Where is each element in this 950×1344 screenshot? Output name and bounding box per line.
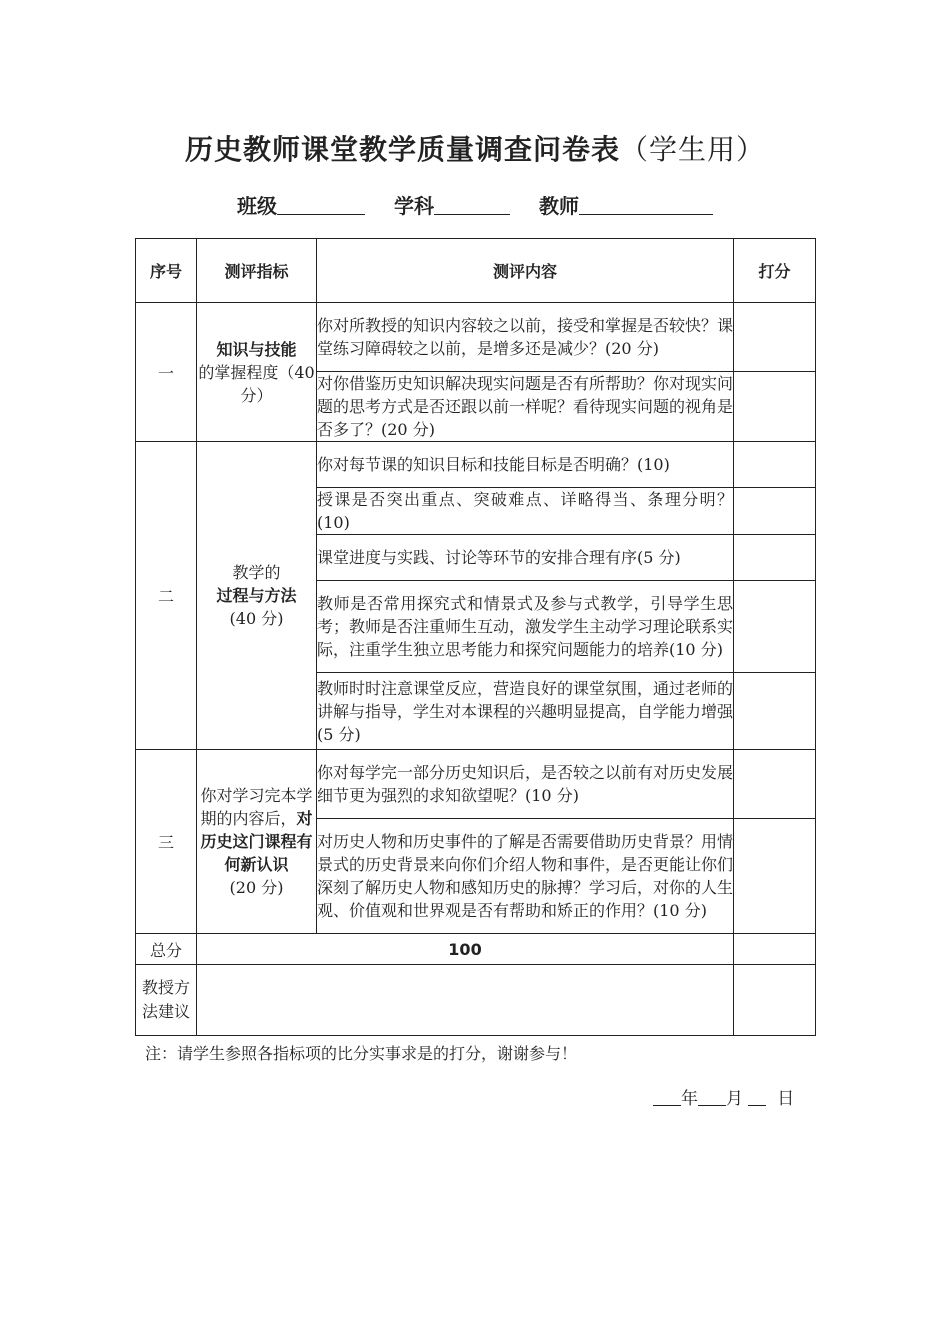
content-item: 授课是否突出重点、突破难点、详略得当、条理分明？(10) xyxy=(317,488,734,535)
section-indicator: 你对学习完本学期的内容后，对历史这门课程有何新认识 (20 分) xyxy=(197,750,317,934)
section-indicator: 教学的 过程与方法 (40 分) xyxy=(197,442,317,750)
day-blank[interactable] xyxy=(748,1089,766,1106)
score-cell[interactable] xyxy=(734,372,816,442)
date-line xyxy=(653,1084,794,1109)
month-label: 月 xyxy=(726,1089,743,1109)
score-cell[interactable] xyxy=(734,750,816,819)
title-text: 历史教师课堂教学质量调查问卷表 xyxy=(184,133,620,166)
year-blank[interactable] xyxy=(653,1089,681,1106)
score-cell[interactable] xyxy=(734,488,816,535)
table-header-row xyxy=(136,239,816,303)
content-item: 教师时时注意课堂反应，营造良好的课堂氛围，通过老师的讲解与指导，学生对本课程的兴趣明显提高，自学能力增强(5 分) xyxy=(317,673,734,750)
score-cell[interactable] xyxy=(734,581,816,673)
total-label: 总分 xyxy=(136,934,197,965)
total-score-cell[interactable] xyxy=(734,934,816,965)
suggestion-label: 教授方法建议 xyxy=(136,965,197,1036)
subject-input[interactable] xyxy=(434,194,510,215)
suggestion-input[interactable] xyxy=(197,965,734,1036)
year-label: 年 xyxy=(681,1089,698,1109)
total-row xyxy=(136,934,816,965)
table-row xyxy=(136,750,816,819)
score-cell[interactable] xyxy=(734,535,816,581)
page-title xyxy=(0,128,950,168)
day-label: 日 xyxy=(777,1089,795,1109)
content-item: 对历史人物和历史事件的了解是否需要借助历史背景？用情景式的历史背景来向你们介绍人物和事件，是否更能让你们深刻了解历史人物和感知历史的脉搏？学习后，对你的人生观、价值观和世界观是否有帮助和矫正的作用？(10 分) xyxy=(317,819,734,934)
total-value: 100 xyxy=(197,934,734,965)
section-no: 二 xyxy=(136,442,197,750)
month-blank[interactable] xyxy=(698,1089,726,1106)
score-cell[interactable] xyxy=(734,673,816,750)
header-no: 序号 xyxy=(136,239,197,303)
suggestion-score-cell[interactable] xyxy=(734,965,816,1036)
section-no: 一 xyxy=(136,303,197,442)
content-item: 教师是否常用探究式和情景式及参与式教学，引导学生思考；教师是否注重师生互动，激发学生主动学习理论联系实际，注重学生独立思考能力和探究问题能力的培养(10 分) xyxy=(317,581,734,673)
subject-label: 学科 xyxy=(394,194,434,218)
table-row xyxy=(136,442,816,488)
header-indicator: 测评指标 xyxy=(197,239,317,303)
header-content: 测评内容 xyxy=(317,239,734,303)
class-label: 班级 xyxy=(237,194,278,218)
content-item: 你对每节课的知识目标和技能目标是否明确？(10) xyxy=(317,442,734,488)
score-cell[interactable] xyxy=(734,442,816,488)
header-fields xyxy=(0,190,950,219)
subtitle-text: （学生用） xyxy=(620,133,766,166)
survey-table xyxy=(135,238,816,1036)
header-score: 打分 xyxy=(734,239,816,303)
teacher-input[interactable] xyxy=(579,194,713,215)
footnote: 注：请学生参照各指标项的比分实事求是的打分，谢谢参与！ xyxy=(145,1044,578,1063)
table-row xyxy=(136,303,816,372)
class-input[interactable] xyxy=(277,194,365,215)
section-no: 三 xyxy=(136,750,197,934)
suggestion-row xyxy=(136,965,816,1036)
teacher-label: 教师 xyxy=(538,194,579,218)
section-indicator: 知识与技能 的掌握程度（40 分） xyxy=(197,303,317,442)
content-item: 你对所教授的知识内容较之以前，接受和掌握是否较快？课堂练习障碍较之以前，是增多还是减少？(20 分) xyxy=(317,303,734,372)
content-item: 你对每学完一部分历史知识后，是否较之以前有对历史发展细节更为强烈的求知欲望呢？(10 分) xyxy=(317,750,734,819)
content-item: 对你借鉴历史知识解决现实问题是否有所帮助？你对现实问题的思考方式是否还跟以前一样呢？看待现实问题的视角是否多了？(20 分) xyxy=(317,372,734,442)
content-item: 课堂进度与实践、讨论等环节的安排合理有序(5 分) xyxy=(317,535,734,581)
score-cell[interactable] xyxy=(734,819,816,934)
score-cell[interactable] xyxy=(734,303,816,372)
